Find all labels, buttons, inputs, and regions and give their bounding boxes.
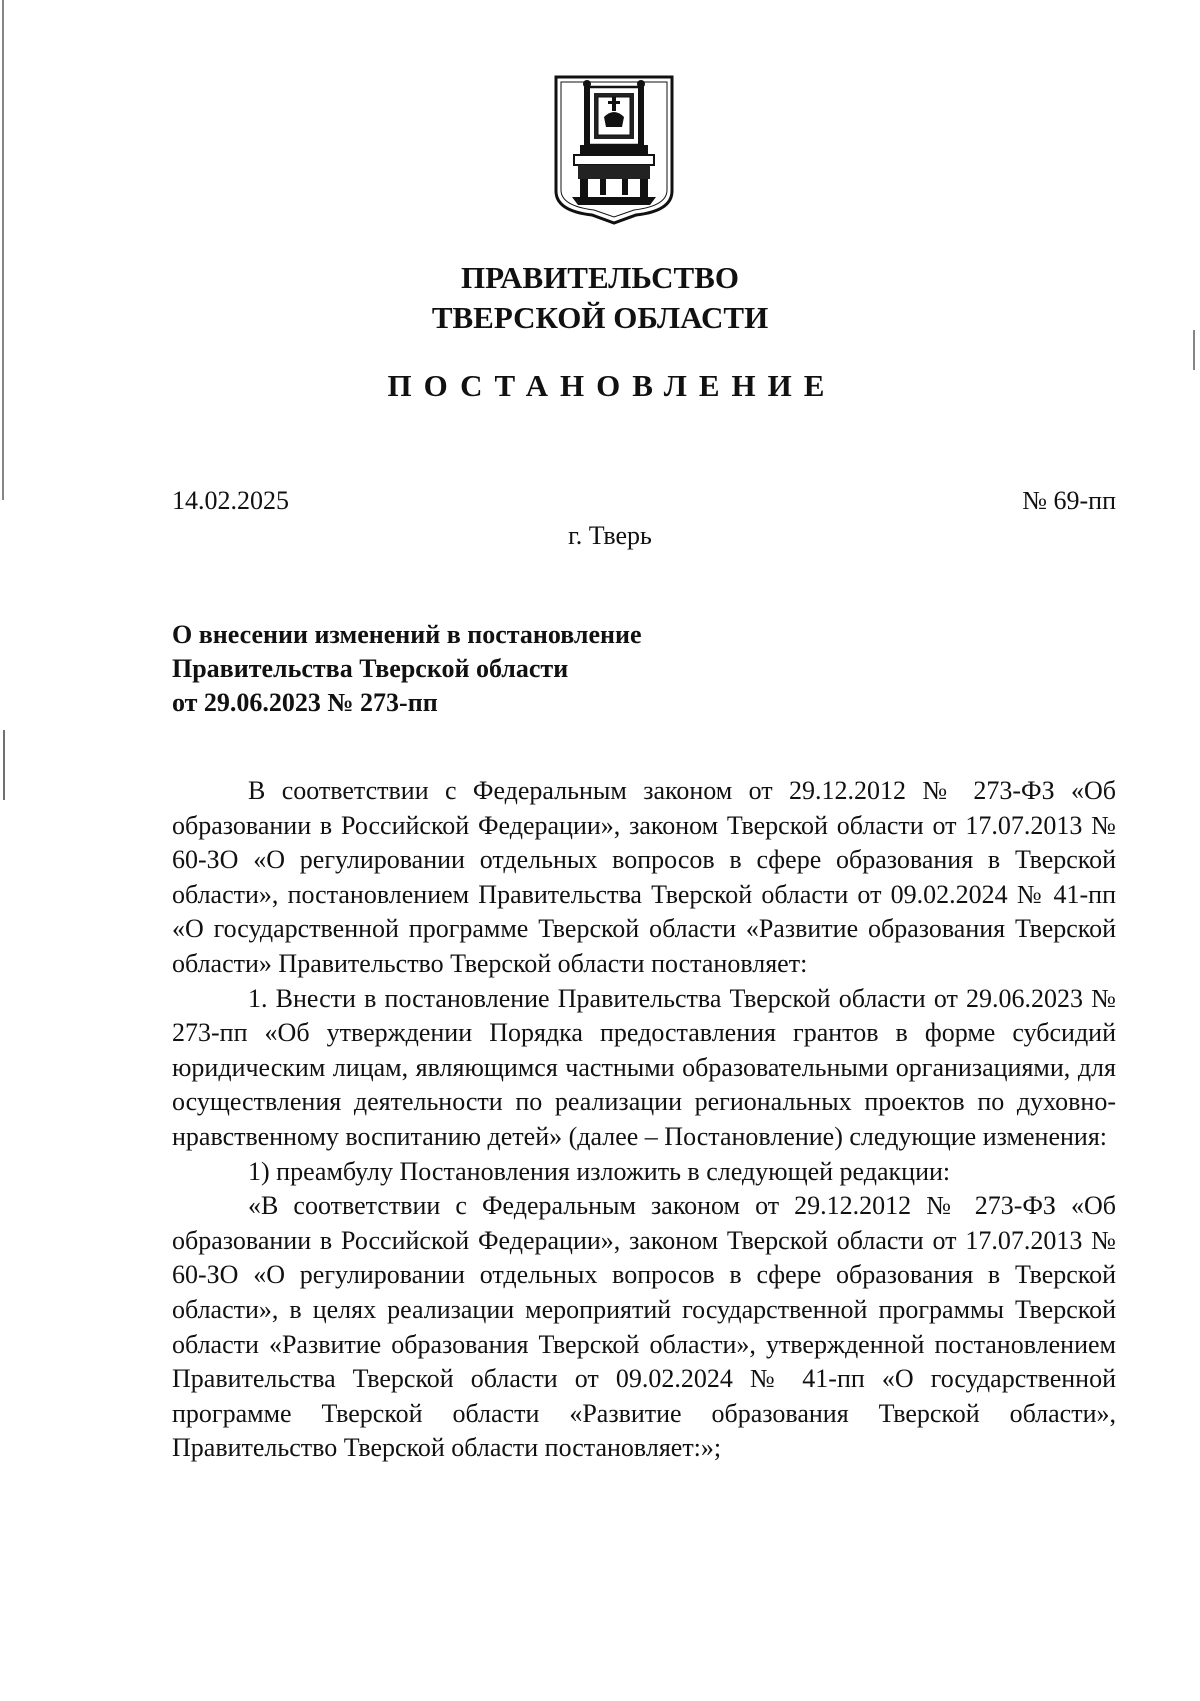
body-paragraph-preamble: В соответствии с Федеральным законом от 29.12.2012 № 273-ФЗ «Об образовании в Российской Федерации», законом Тверской области от 17.07.2013 № 60-ЗО «О регулировании отдельных вопросов в сфере образования в Тверской области», постановлением Правительства Тверской области от 09.02.2024 № 41-пп «О государственной программе Тверской области «Развитие образования Тверской области» Правительство Тверской области постановляет: <box>172 776 1116 978</box>
document-city: г. Тверь <box>568 521 652 550</box>
government-title-line2: ТВЕРСКОЙ ОБЛАСТИ <box>431 300 769 335</box>
government-title <box>0 258 1200 338</box>
government-title-line1: ПРАВИТЕЛЬСТВО <box>461 260 739 295</box>
tver-coat-of-arms-icon <box>550 73 678 225</box>
scan-edge-mark <box>3 730 5 800</box>
body-paragraph-subitem-1: 1) преамбулу Постановления изложить в следующей редакции: <box>248 1156 951 1186</box>
subject-line3: от 29.06.2023 № 273-пп <box>172 688 438 717</box>
subject-line1: О внесении изменений в постановление <box>172 620 642 649</box>
document-type-heading: ПОСТАНОВЛЕНИЕ <box>387 368 837 403</box>
document-body <box>172 774 1116 1466</box>
document-subject <box>172 618 642 720</box>
document-date: 14.02.2025 <box>172 486 289 515</box>
subject-line2: Правительства Тверской области <box>172 654 569 683</box>
document-number: № 69-пп <box>1022 486 1116 515</box>
scan-edge-mark <box>2 0 4 500</box>
scan-edge-mark <box>1193 330 1195 370</box>
body-paragraph-new-preamble: «В соответствии с Федеральным законом от 29.12.2012 № 273-ФЗ «Об образовании в Российской Федерации», законом Тверской области от 17.07.2013 № 60-ЗО «О регулировании отдельных вопросов в сфере образования в Тверской области», в целях реализации мероприятий государственной программы Тверской области «Развитие образования Тверской области», утвержденной постановлением Правительства Тверской области от 09.02.2024 № 41-пп «О государственной программе Тверской области «Развитие образования Тверской области», Правительство Тверской области постановляет:»; <box>172 1191 1116 1463</box>
body-paragraph-item-1: 1. Внести в постановление Правительства Тверской области от 29.06.2023 № 273-пп «Об утверждении Порядка предоставления грантов в форме субсидий юридическим лицам, являющимся частными образовательными организациями, для осуществления деятельности по реализации региональных проектов по духовно-нравственному воспитанию детей» (далее – Постановление) следующие изменения: <box>172 983 1116 1151</box>
